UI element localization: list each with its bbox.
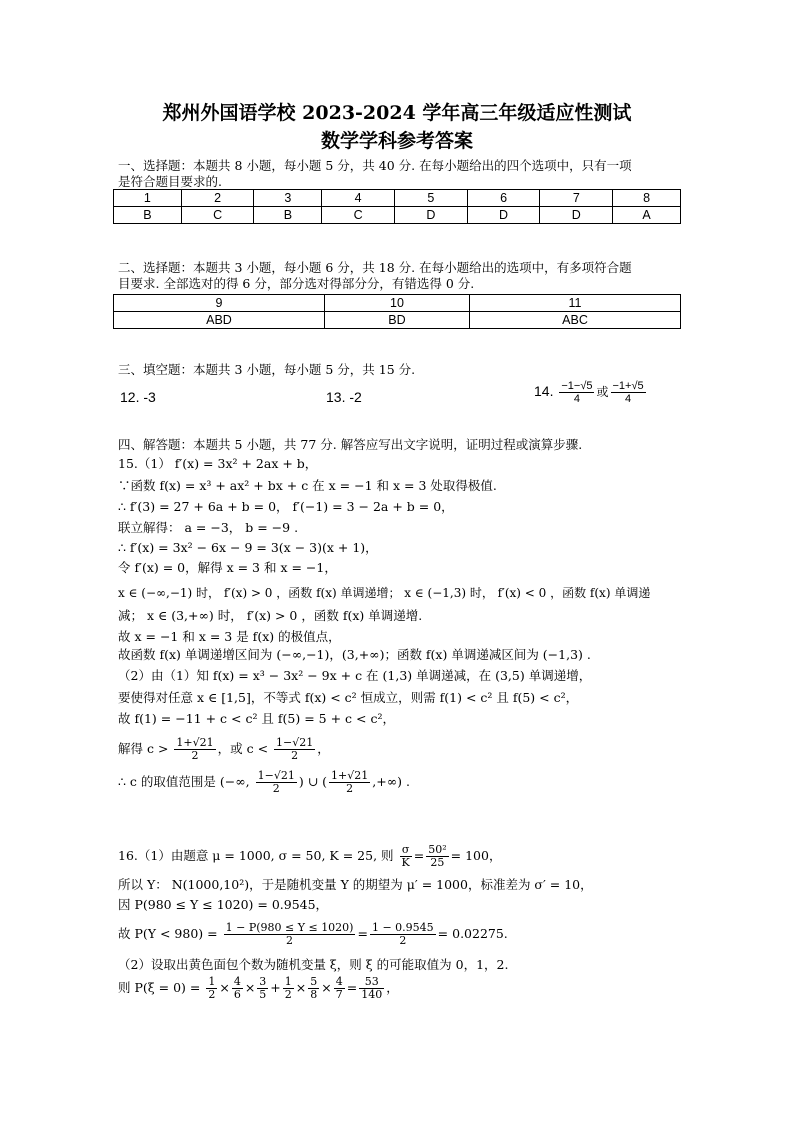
fraction: [274, 737, 315, 762]
fraction-denominator: 2: [191, 749, 199, 762]
q16-line1: [118, 841, 501, 871]
fraction: [308, 976, 319, 1001]
fraction-numerator: 53: [359, 976, 384, 989]
answer-cell: B: [114, 207, 182, 224]
text-segment: =: [413, 848, 425, 863]
answer-cell: ABD: [114, 312, 325, 329]
question-number: 5: [394, 190, 467, 207]
text-segment: = 100，: [450, 848, 502, 863]
section1-heading-line2: 是符合题目要求的.: [118, 174, 222, 189]
fraction: [256, 770, 297, 795]
question-number: 6: [467, 190, 540, 207]
q15-line: 15.（1） f′(x) = 3x² + 2ax + b，: [118, 456, 318, 471]
operator: ×: [244, 980, 256, 995]
answer-cell: BD: [324, 312, 469, 329]
fraction-numerator: 1−√21: [257, 769, 295, 782]
q15-line: 故 f(1) = −11 + c < c² 且 f(5) = 5 + c < c²，: [118, 711, 395, 726]
fraction-denominator: 2: [208, 988, 216, 1001]
fraction-numerator: 1: [208, 975, 216, 988]
text-segment: ，或 c <: [217, 741, 269, 756]
q15-line: 故函数 f(x) 单调递增区间为 (−∞,−1)，(3,+∞)；函数 f(x) 单调递减区间为 (−1,3) .: [118, 647, 591, 662]
fraction-numerator: 1: [284, 975, 292, 988]
question-number: 3: [254, 190, 322, 207]
q14-label: 14.: [534, 383, 554, 400]
fraction-denominator: 2: [286, 934, 294, 947]
table-row: [114, 190, 681, 207]
answer-cell: B: [254, 207, 322, 224]
q15-line: 令 f′(x) = 0，解得 x = 3 和 x = −1，: [118, 560, 337, 575]
fraction: [611, 380, 646, 405]
answer-cell: D: [540, 207, 613, 224]
q15-line: ∵函数 f(x) = x³ + ax² + bx + c 在 x = −1 和 x = 3 处取得极值.: [118, 478, 497, 493]
q15-line: ∴ f′(x) = 3x² − 6x − 9 = 3(x − 3)(x + 1)，: [118, 540, 378, 555]
fraction: [283, 976, 294, 1001]
fraction-numerator: 4: [335, 975, 343, 988]
fraction-denominator: 2: [291, 749, 299, 762]
text-segment: ，: [317, 741, 330, 756]
section4-heading: 四、解答题：本题共 5 小题，共 77 分. 解答应写出文字说明，证明过程或演算步骤.: [118, 437, 583, 452]
q15-line: x ∈ (−∞,−1) 时， f′(x) > 0 ，函数 f(x) 单调递增； x ∈ (−1,3) 时， f′(x) < 0 ，函数 f(x) 单调递: [118, 586, 651, 600]
fraction-denominator: 4: [573, 393, 580, 405]
fraction-numerator: −1−√5: [561, 380, 593, 392]
document-title: 郑州外国语学校 2023-2024 学年高三年级适应性测试: [162, 102, 632, 124]
fill-answer-14: [534, 380, 648, 405]
operator: ×: [295, 980, 307, 995]
fraction-numerator: 1+√21: [176, 736, 214, 749]
question-number: 1: [114, 190, 182, 207]
answer-cell: C: [322, 207, 395, 224]
text-segment: 则 P(ξ = 0) =: [118, 980, 201, 995]
section2-heading-line2: 目要求. 全部选对的得 6 分，部分选对得部分分，有错选得 0 分.: [118, 276, 475, 291]
fraction-denominator: 4: [625, 393, 632, 405]
fraction: [370, 922, 436, 947]
fraction: [232, 976, 243, 1001]
question-number: 7: [540, 190, 613, 207]
fraction-numerator: −1+√5: [612, 380, 644, 392]
q16-line2: 所以 Y： N(1000,10²)，于是随机变量 Y 的期望为 μ′ = 1000，标准差为 σ′ = 10，: [118, 877, 593, 892]
q15-solve-line: [118, 734, 330, 764]
answer-cell: A: [613, 207, 681, 224]
q15-line: 联立解得： a = −3， b = −9 .: [118, 520, 299, 535]
fraction-numerator: 4: [233, 975, 241, 988]
fill-answer-12: 12. -3: [120, 389, 156, 405]
fraction: [206, 976, 217, 1001]
q15-line: 减； x ∈ (3,+∞) 时， f′(x) > 0 ，函数 f(x) 单调递增.: [118, 608, 423, 623]
fraction: [174, 737, 215, 762]
text-segment: 故 P(Y < 980) =: [118, 926, 218, 941]
fraction-denominator: 7: [335, 988, 343, 1001]
text-segment: 16.（1）由题意 μ = 1000, σ = 50, K = 25, 则: [118, 848, 394, 863]
question-number: 9: [114, 295, 325, 312]
table-row: [114, 207, 681, 224]
q15-line: （2）由（1）知 f(x) = x³ − 3x² − 9x + c 在 (1,3) 单调递减，在 (3,5) 单调递增，: [118, 668, 592, 683]
fraction-denominator: 5: [259, 988, 267, 1001]
fraction: [559, 380, 594, 405]
answer-cell: D: [394, 207, 467, 224]
fraction: [426, 844, 448, 869]
answer-cell: D: [467, 207, 540, 224]
fraction-numerator: 1 − P(980 ≤ Y ≤ 1020): [225, 921, 354, 934]
answer-cell: C: [181, 207, 254, 224]
text-segment: =: [357, 926, 368, 941]
fraction-denominator: K: [401, 856, 410, 869]
operator: ×: [219, 980, 230, 995]
fill-answer-13: 13. -2: [326, 389, 362, 405]
question-number: 4: [322, 190, 395, 207]
text-segment: ) ∪ (: [298, 774, 328, 789]
fraction-denominator: 8: [310, 988, 318, 1001]
q15-range-line: [118, 767, 410, 797]
q15-line: 要使得对任意 x ∈ [1,5]，不等式 f(x) < c² 恒成立，则需 f(1) < c² 且 f(5) < c²，: [118, 690, 579, 705]
fraction-denominator: 2: [346, 782, 354, 795]
table-row: [114, 295, 681, 312]
section3-heading: 三、填空题：本题共 3 小题，每小题 5 分，共 15 分.: [118, 362, 416, 377]
fraction-denominator: 25: [430, 856, 445, 869]
q16-line4: [118, 918, 508, 950]
fraction-numerator: σ: [400, 844, 412, 857]
section1-heading-line1: 一、选择题：本题共 8 小题，每小题 5 分，共 40 分. 在每小题给出的四个选项中，只有一项: [118, 158, 632, 173]
section2-heading-line1: 二、选择题：本题共 3 小题，每小题 6 分，共 18 分. 在每小题给出的选项中，有多项符合题: [118, 260, 632, 275]
question-number: 2: [181, 190, 254, 207]
q15-line: ∴ f′(3) = 27 + 6a + b = 0， f′(−1) = 3 − 2a + b = 0，: [118, 499, 454, 514]
q15-line: 故 x = −1 和 x = 3 是 f(x) 的极值点，: [118, 629, 341, 644]
question-number: 11: [470, 295, 681, 312]
fraction: [329, 770, 370, 795]
fraction-numerator: 5: [310, 975, 318, 988]
fraction: [334, 976, 345, 1001]
section1-answer-table: [113, 189, 681, 224]
document-subtitle: 数学学科参考答案: [320, 130, 473, 152]
fraction: [359, 976, 384, 1001]
text-segment: 解得 c >: [118, 741, 169, 756]
operator: ×: [321, 980, 332, 995]
fraction-denominator: 6: [233, 988, 241, 1001]
text-segment: = 0.02275.: [437, 926, 508, 941]
q16-line3: 因 P(980 ≤ Y ≤ 1020) = 0.9545，: [118, 897, 329, 912]
text-segment: ，: [386, 980, 399, 995]
fraction-denominator: 2: [272, 782, 280, 795]
fraction-numerator: 1−√21: [276, 736, 314, 749]
section2-answer-table: [113, 294, 681, 329]
answer-cell: ABC: [470, 312, 681, 329]
operator: +: [270, 980, 281, 995]
q16-line6: [118, 972, 399, 1004]
fraction-denominator: 2: [284, 988, 292, 1001]
fraction-numerator: 1+√21: [331, 769, 369, 782]
text-segment: ∴ c 的取值范围是 (−∞,: [118, 774, 250, 789]
fraction-numerator: 50²: [428, 843, 447, 856]
fraction-denominator: 2: [399, 934, 407, 947]
fraction-numerator: 3: [259, 975, 267, 988]
fraction: [257, 976, 268, 1001]
question-number: 10: [324, 295, 469, 312]
text-segment: ,+∞) .: [372, 774, 410, 789]
table-row: [114, 312, 681, 329]
operator: =: [346, 980, 358, 995]
fraction-denominator: 140: [361, 988, 383, 1001]
fraction-numerator: 1 − 0.9545: [371, 921, 434, 934]
question-number: 8: [613, 190, 681, 207]
fraction: [400, 844, 412, 869]
q14-or: 或: [596, 385, 609, 400]
fraction: [224, 922, 356, 947]
q16-line5: （2）设取出黄色面包个数为随机变量 ξ，则 ξ 的可能取值为 0，1，2.: [118, 957, 509, 972]
